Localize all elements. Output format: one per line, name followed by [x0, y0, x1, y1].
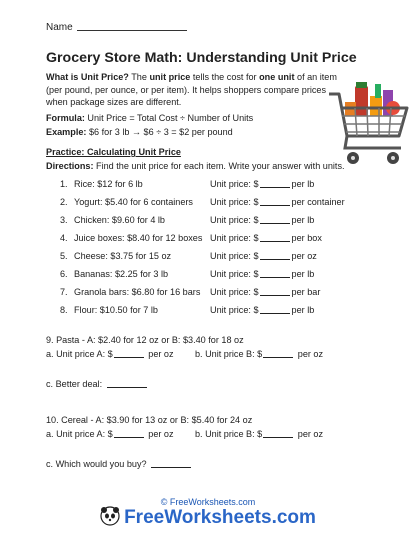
- answer-line: [210, 179, 314, 189]
- answer-blank[interactable]: [260, 295, 290, 296]
- item-number: 7.: [60, 287, 68, 297]
- q10-part-c: [46, 459, 191, 469]
- q10-b-unit: per oz: [295, 429, 324, 439]
- unit-label: per box: [291, 233, 322, 243]
- q10-c-label: c. Which would you buy?: [46, 459, 150, 469]
- answer-line: [210, 287, 320, 297]
- example-text: $6 for 3 lb → $6 ÷ 3 = $2 per pound: [86, 127, 233, 137]
- answer-line: [210, 305, 314, 315]
- item-number: 3.: [60, 215, 68, 225]
- intro-question: What is Unit Price?: [46, 72, 129, 82]
- answer-blank[interactable]: [263, 437, 293, 438]
- q9-a-label: a. Unit price A: $: [46, 349, 113, 359]
- directions-label: Directions:: [46, 161, 94, 171]
- item-text: Bananas: $2.25 for 3 lb: [74, 269, 169, 279]
- unit-price-label: Unit price: $: [210, 287, 259, 297]
- item-number: 2.: [60, 197, 68, 207]
- unit-label: per bar: [291, 287, 321, 297]
- intro-bold-1: unit price: [149, 72, 191, 82]
- unit-price-label: Unit price: $: [210, 251, 259, 261]
- intro-text-2: tells the cost for: [190, 72, 260, 82]
- item-text: Flour: $10.50 for 7 lb: [74, 305, 158, 315]
- intro-text-1: The: [128, 72, 150, 82]
- unit-label: per lb: [291, 269, 315, 279]
- unit-price-label: Unit price: $: [210, 197, 259, 207]
- intro-paragraph: [46, 71, 346, 109]
- problem-item: [60, 179, 143, 189]
- directions: [46, 160, 345, 173]
- q9-part-a: [46, 349, 174, 359]
- name-field: [46, 22, 187, 33]
- intro-text-3: of an item (per pound, per ounce, or per item). It helps shoppers compare prices when package sizes are different.: [46, 72, 337, 108]
- unit-label: per oz: [291, 251, 317, 261]
- q10-part-a: [46, 429, 174, 439]
- footer-logo-text: FreeWorksheets.com: [124, 507, 316, 528]
- unit-price-label: Unit price: $: [210, 215, 259, 225]
- page-title: Grocery Store Math: Understanding Unit Price: [46, 50, 357, 66]
- answer-blank[interactable]: [260, 223, 290, 224]
- q9-title: 9. Pasta - A: $2.40 for 12 oz or B: $3.40 for 18 oz: [46, 335, 244, 345]
- item-text: Cheese: $3.75 for 15 oz: [74, 251, 172, 261]
- item-text: Rice: $12 for 6 lb: [74, 179, 143, 189]
- q10-part-b: [195, 429, 323, 439]
- answer-blank[interactable]: [260, 241, 290, 242]
- practice-heading: Practice: Calculating Unit Price: [46, 147, 181, 157]
- problem-item: [60, 305, 158, 315]
- item-text: Granola bars: $6.80 for 16 bars: [74, 287, 201, 297]
- example: [46, 126, 233, 139]
- unit-price-label: Unit price: $: [210, 233, 259, 243]
- unit-price-label: Unit price: $: [210, 305, 259, 315]
- answer-line: [210, 233, 322, 243]
- item-number: 5.: [60, 251, 68, 261]
- footer-copyright: © FreeWorksheets.com: [160, 497, 256, 507]
- unit-label: per lb: [291, 179, 315, 189]
- problem-item: [60, 269, 168, 279]
- item-text: Juice boxes: $8.40 for 12 boxes: [74, 233, 203, 243]
- q10-title: 10. Cereal - A: $3.90 for 13 oz or B: $5.40 for 24 oz: [46, 415, 253, 425]
- q9-part-b: [195, 349, 323, 359]
- formula: [46, 112, 253, 125]
- answer-line: [210, 269, 314, 279]
- answer-blank[interactable]: [151, 467, 191, 468]
- problem-item: [60, 215, 165, 225]
- example-label: Example:: [46, 127, 87, 137]
- q10-a-unit: per oz: [145, 429, 174, 439]
- item-text: Yogurt: $5.40 for 6 containers: [74, 197, 193, 207]
- item-number: 4.: [60, 233, 68, 243]
- answer-blank[interactable]: [260, 277, 290, 278]
- answer-blank[interactable]: [260, 205, 290, 206]
- problem-item: [60, 287, 200, 297]
- unit-price-label: Unit price: $: [210, 179, 259, 189]
- q10-b-label: b. Unit price B: $: [195, 429, 263, 439]
- answer-blank[interactable]: [260, 187, 290, 188]
- q9-a-unit: per oz: [145, 349, 174, 359]
- footer-logo: [0, 506, 416, 529]
- directions-text: Find the unit price for each item. Write your answer with units.: [93, 161, 345, 171]
- q9-b-unit: per oz: [295, 349, 324, 359]
- panda-logo-icon: [100, 506, 120, 526]
- item-number: 6.: [60, 269, 68, 279]
- formula-text: Unit Price = Total Cost ÷ Number of Units: [84, 113, 254, 123]
- answer-blank[interactable]: [114, 357, 144, 358]
- unit-price-label: Unit price: $: [210, 269, 259, 279]
- unit-label: per lb: [291, 215, 315, 225]
- unit-label: per lb: [291, 305, 315, 315]
- answer-line: [210, 197, 345, 207]
- q10-a-label: a. Unit price A: $: [46, 429, 113, 439]
- name-label: Name: [46, 22, 73, 33]
- item-text: Chicken: $9.60 for 4 lb: [74, 215, 165, 225]
- answer-blank[interactable]: [260, 313, 290, 314]
- item-number: 1.: [60, 179, 68, 189]
- unit-label: per container: [291, 197, 345, 207]
- answer-line: [210, 215, 314, 225]
- q9-b-label: b. Unit price B: $: [195, 349, 263, 359]
- item-number: 8.: [60, 305, 68, 315]
- problem-item: [60, 233, 202, 243]
- answer-line: [210, 251, 317, 261]
- formula-label: Formula:: [46, 113, 85, 123]
- answer-blank[interactable]: [114, 437, 144, 438]
- answer-blank[interactable]: [260, 259, 290, 260]
- q9-part-c: [46, 379, 147, 389]
- answer-blank[interactable]: [107, 387, 147, 388]
- name-line[interactable]: [77, 30, 187, 31]
- intro-bold-2: one unit: [259, 72, 295, 82]
- problem-item: [60, 251, 171, 261]
- problem-item: [60, 197, 193, 207]
- q9-c-label: c. Better deal:: [46, 379, 105, 389]
- answer-blank[interactable]: [263, 357, 293, 358]
